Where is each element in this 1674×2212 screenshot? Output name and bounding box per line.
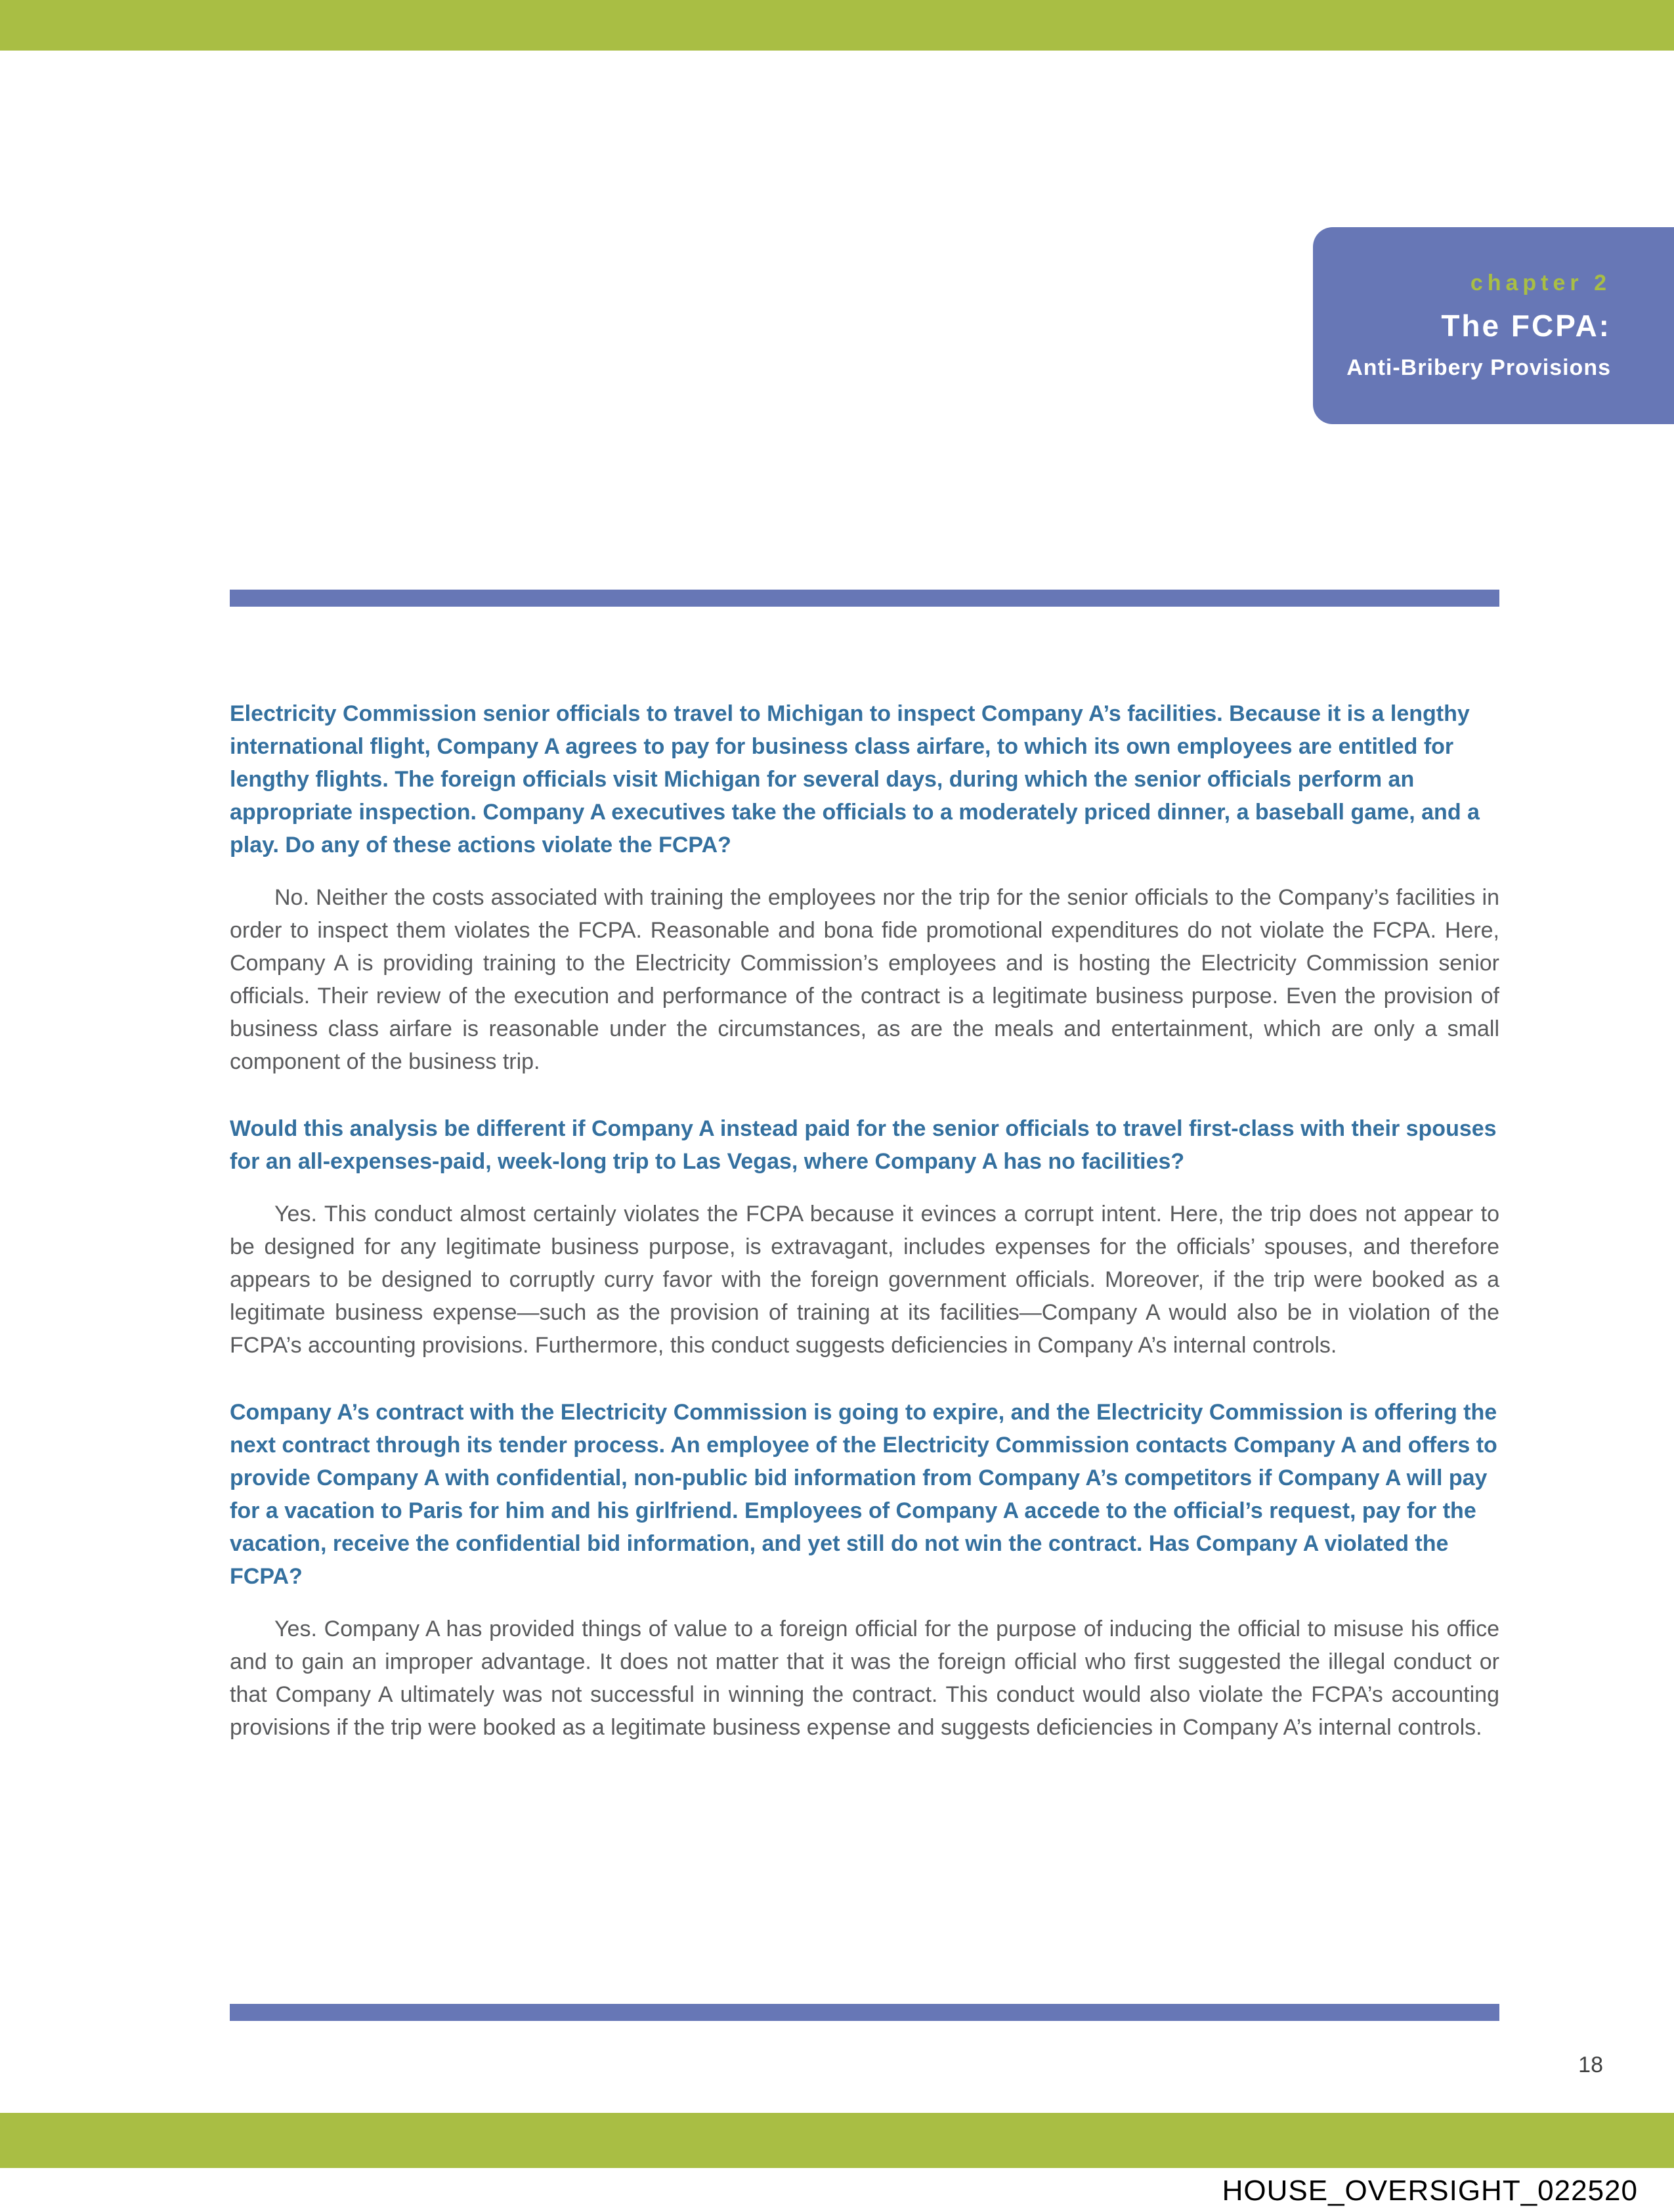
page-content xyxy=(230,697,1499,1778)
answer-paragraph: Yes. This conduct almost certainly violates the FCPA because it evinces a corrupt intent. Here, the trip does not appear to be designed for any legitimate business purpose, is extravagant, includes expenses for the officials’ spouses, and therefore appears to be designed to corruptly curry favor with the foreign government officials. Moreover, if the trip were booked as a legitimate business expense—such as the provision of training at its facilities—Company A would also be in violation of the FCPA’s accounting provisions. Furthermore, this conduct suggests deficiencies in Company A’s internal controls. xyxy=(230,1202,1499,1358)
bottom-divider-rule xyxy=(230,2004,1499,2021)
page-number: 18 xyxy=(1578,2052,1603,2077)
question-paragraph: Would this analysis be different if Company A instead paid for the senior officials to travel first-class with their spouses for an all-expenses-paid, week-long trip to Las Vegas, where Company A has no facilities? xyxy=(230,1116,1497,1174)
question-paragraph: Electricity Commission senior officials to travel to Michigan to inspect Company A’s facilities. Because it is a lengthy international flight, Company A agrees to pay for business class airfare, to which its own employees are entitled for lengthy flights. The foreign officials visit Michigan for several days, during which the senior officials perform an appropriate inspection. Company A executives take the officials to a moderately priced dinner, a baseball game, and a play. Do any of these actions violate the FCPA? xyxy=(230,701,1480,857)
chapter-kicker: chapter 2 xyxy=(1470,271,1611,295)
top-divider-rule xyxy=(230,590,1499,607)
top-green-bar xyxy=(0,0,1674,51)
bates-stamp: HOUSE_OVERSIGHT_022520 xyxy=(1222,2175,1638,2207)
chapter-title: The FCPA: xyxy=(1441,309,1611,343)
chapter-subtitle: Anti-Bribery Provisions xyxy=(1346,355,1611,380)
bottom-green-bar xyxy=(0,2113,1674,2168)
answer-paragraph: No. Neither the costs associated with training the employees nor the trip for the senior officials to the Company’s facilities in order to inspect them violates the FCPA. Reasonable and bona fide promotional expenditures do not violate the FCPA. Here, Company A is providing training to the Electricity Commission’s employees and is hosting the Electricity Commission senior officials. Their review of the execution and performance of the contract is a legitimate business purpose. Even the provision of business class airfare is reasonable under the circumstances, as are the meals and entertainment, which are only a small component of the business trip. xyxy=(230,885,1499,1074)
answer-paragraph: Yes. Company A has provided things of value to a foreign official for the purpose of inducing the official to misuse his office and to gain an improper advantage. It does not matter that it was the foreign official who first suggested the illegal conduct or that Company A ultimately was not successful in winning the contract. This conduct would also violate the FCPA’s accounting provisions if the trip were booked as a legitimate business expense and suggests deficiencies in Company A’s internal controls. xyxy=(230,1616,1499,1740)
chapter-tab xyxy=(1313,227,1674,424)
question-paragraph: Company A’s contract with the Electricity Commission is going to expire, and the Electricity Commission is offering the next contract through its tender process. An employee of the Electricity Commission contacts Company A and offers to provide Company A with confidential, non-public bid information from Company A’s competitors if Company A will pay for a vacation to Paris for him and his girlfriend. Employees of Company A accede to the official’s request, pay for the vacation, receive the confidential bid information, and yet still do not win the contract. Has Company A violated the FCPA? xyxy=(230,1400,1497,1589)
